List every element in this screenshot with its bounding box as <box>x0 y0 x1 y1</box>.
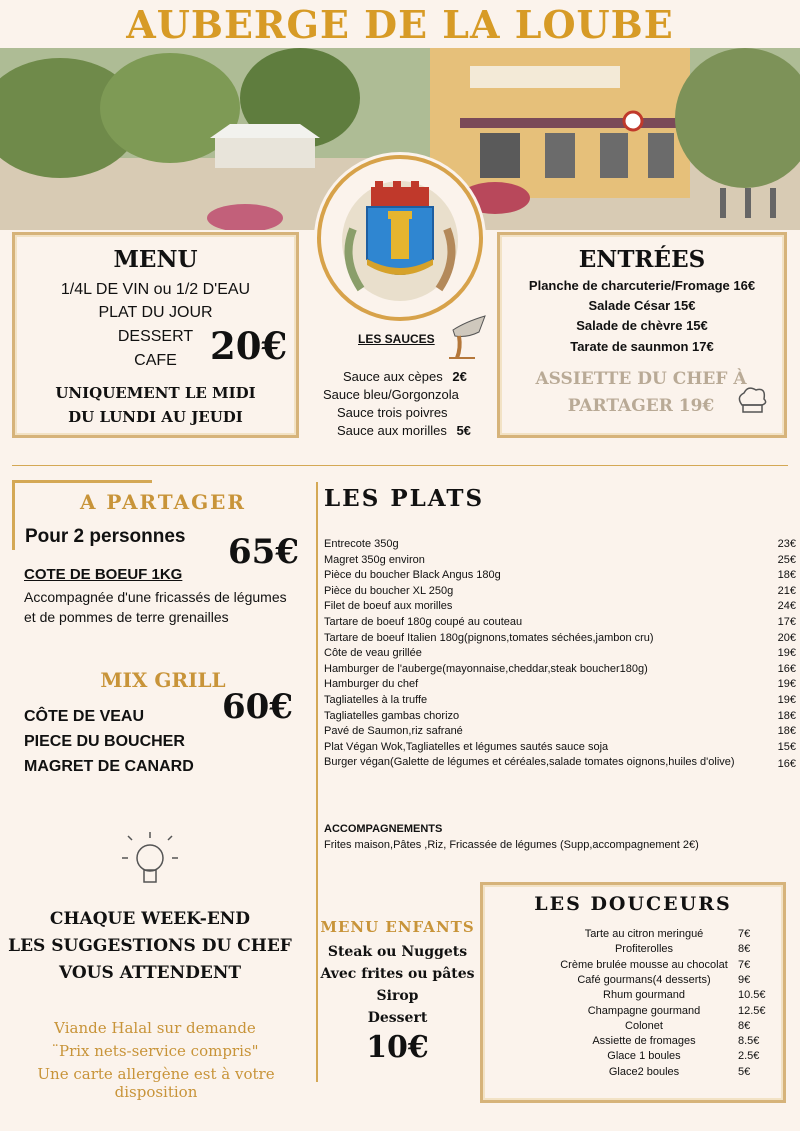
plat-item <box>324 725 796 741</box>
douceurs-heading: LES DOUCEURS <box>534 893 732 915</box>
douceur-item <box>480 1035 786 1050</box>
mixgrill-item: MAGRET DE CANARD <box>24 758 194 775</box>
plat-name: Tartare de boeuf 180g coupé au couteau <box>324 616 523 628</box>
plat-price: 18€ <box>777 725 796 738</box>
plat-price: 16€ <box>777 662 796 675</box>
frame-corner <box>12 480 15 550</box>
partager-persons: Pour 2 personnes <box>25 526 186 547</box>
mixgrill-item: CÔTE DE VEAU <box>24 708 145 725</box>
douceur-name: Crème brulée mousse au chocolat <box>560 958 728 971</box>
allergen-note: Une carte allergène est à votre disposition <box>37 1065 275 1101</box>
accompagnements-text: Frites maison,Pâtes ,Riz, Fricassée de légumes (Supp,accompagnement 2€) <box>324 839 699 851</box>
douceur-item <box>480 928 786 943</box>
plat-item <box>324 710 796 726</box>
plat-price: 24€ <box>777 600 796 613</box>
douceur-price: 8€ <box>738 1019 751 1032</box>
douceur-name: Café gourmans(4 desserts) <box>577 973 711 986</box>
entrees-heading: ENTRÉES <box>578 246 706 273</box>
plat-name: Plat Végan Wok,Tagliatelles et légumes sautés sauce soja <box>324 740 609 753</box>
douceur-price: 7€ <box>738 928 751 940</box>
plat-item <box>324 554 796 570</box>
menu-price: 20€ <box>210 324 288 368</box>
plats-heading: LES PLATS <box>324 485 485 512</box>
plat-name: Filet de boeuf aux morilles <box>324 600 453 613</box>
plat-name: Pièce du boucher Black Angus 180g <box>324 569 501 582</box>
enfants-line: Steak ou Nuggets <box>327 944 468 960</box>
douceur-name: Champagne gourmand <box>587 1004 701 1017</box>
sauce-item: Sauce aux cèpes 2€ <box>343 369 467 384</box>
enfants-line: Dessert <box>367 1010 428 1026</box>
restaurant-title: AUBERGE DE LA LOUBE <box>126 2 674 47</box>
entree-item: Salade de chèvre 15€ <box>576 318 708 333</box>
plat-item <box>324 694 796 710</box>
menu-line: DESSERT <box>117 328 194 345</box>
douceur-price: 9€ <box>738 973 751 986</box>
menu-line: CAFE <box>134 352 177 369</box>
plat-name: Pavé de Saumon,riz safrané <box>324 725 463 738</box>
plat-price: 18€ <box>777 709 796 722</box>
chef-plate-line: PARTAGER 19€ <box>567 396 715 416</box>
partager-description: et de pommes de terre grenailles <box>24 609 229 625</box>
enfants-heading: MENU ENFANTS <box>320 918 475 936</box>
douceur-item <box>480 1005 786 1020</box>
douceur-name: Profiterolles <box>614 943 674 956</box>
plat-item <box>324 585 796 601</box>
plat-name: Tagliatelles à la truffe <box>324 694 428 706</box>
partager-heading: A PARTAGER <box>79 490 247 514</box>
plat-name: Pièce du boucher XL 250g <box>324 584 454 597</box>
plat-name: Hamburger du chef <box>324 678 419 691</box>
partager-description: Accompagnée d'une fricassés de légumes <box>24 589 287 605</box>
plat-item <box>324 663 796 679</box>
plat-name: Magret 350g environ <box>324 553 425 566</box>
plat-price: 15€ <box>777 740 796 753</box>
coat-of-arms-emblem <box>317 155 483 321</box>
plat-name: Hamburger de l'auberge(mayonnaise,cheddar,steak boucher180g) <box>324 662 648 675</box>
plat-name: Burger végan(Galette de légumes et céréales,salade tomates oignons,huiles d'olive) <box>324 756 735 769</box>
douceur-item <box>480 1050 786 1065</box>
entree-item: Tarate de saunmon 17€ <box>570 339 714 354</box>
plat-price: 19€ <box>777 678 796 691</box>
plat-name: Tagliatelles gambas chorizo <box>324 709 460 722</box>
douceur-price: 12.5€ <box>738 1004 766 1017</box>
plat-item <box>324 678 796 694</box>
plat-price: 25€ <box>777 553 796 566</box>
douceur-item <box>480 1020 786 1035</box>
plat-item <box>324 616 796 632</box>
sauce-boat-icon <box>445 312 490 362</box>
plat-name: Entrecote 350g <box>324 538 399 550</box>
plat-price: 19€ <box>777 647 796 660</box>
plat-item <box>324 600 796 616</box>
enfants-price: 10€ <box>366 1030 429 1065</box>
douceur-name: Glace2 boules <box>608 1065 680 1078</box>
chef-plate-line: ASSIETTE DU CHEF À <box>535 369 747 389</box>
plat-price: 18€ <box>777 569 796 582</box>
partager-item: COTE DE BOEUF 1KG <box>24 566 183 583</box>
plat-item <box>324 632 796 648</box>
sauce-item: Sauce aux morilles 5€ <box>337 423 471 438</box>
douceur-name: Colonet <box>625 1019 663 1032</box>
prices-note: ¨Prix nets-service compris" <box>51 1042 259 1060</box>
mixgrill-heading: MIX GRILL <box>100 668 226 692</box>
douceur-price: 5€ <box>738 1065 751 1078</box>
douceur-price: 8.5€ <box>738 1035 760 1048</box>
plat-price: 21€ <box>777 584 796 597</box>
plat-price: 20€ <box>777 631 796 644</box>
coat-of-arms-icon <box>321 159 479 317</box>
weekend-line: CHAQUE WEEK-END <box>49 909 251 929</box>
sauces-heading: LES SAUCES <box>358 332 435 346</box>
partager-price: 65€ <box>228 532 299 572</box>
douceur-price: 10.5€ <box>738 989 766 1002</box>
enfants-line: Avec frites ou pâtes <box>320 966 475 982</box>
plat-item <box>324 741 796 757</box>
horizontal-divider <box>12 465 788 466</box>
plat-item <box>324 569 796 585</box>
douceur-price: 8€ <box>738 943 751 956</box>
plat-item <box>324 756 796 772</box>
halal-note: Viande Halal sur demande <box>54 1019 256 1037</box>
weekend-line: VOUS ATTENDENT <box>58 963 242 983</box>
plat-price: 19€ <box>777 694 796 706</box>
menu-note: DU LUNDI AU JEUDI <box>68 408 243 426</box>
plat-price: 17€ <box>777 616 796 628</box>
entree-item: Salade César 15€ <box>588 298 696 313</box>
menu-heading: MENU <box>113 246 198 273</box>
douceur-item <box>480 974 786 989</box>
sauce-item: Sauce bleu/Gorgonzola <box>323 387 459 402</box>
douceur-name: Rhum gourmand <box>603 989 685 1002</box>
douceur-item <box>480 959 786 974</box>
douceur-name: Assiette de fromages <box>592 1035 696 1048</box>
douceur-item <box>480 1066 786 1081</box>
plat-item <box>324 647 796 663</box>
douceur-name: Glace 1 boules <box>607 1050 681 1063</box>
menu-line: PLAT DU JOUR <box>98 304 213 321</box>
menu-note: UNIQUEMENT LE MIDI <box>55 384 256 402</box>
mixgrill-price: 60€ <box>222 687 293 727</box>
douceur-item <box>480 989 786 1004</box>
plat-price: 16€ <box>777 758 796 771</box>
douceur-name: Tarte au citron meringué <box>584 928 704 940</box>
plat-name: Tartare de boeuf Italien 180g(pignons,tomates séchées,jambon cru) <box>324 631 654 644</box>
mixgrill-item: PIECE DU BOUCHER <box>24 733 185 750</box>
douceur-item <box>480 943 786 958</box>
lightbulb-icon <box>120 828 180 894</box>
plat-price: 23€ <box>777 538 796 550</box>
entree-item: Planche de charcuterie/Fromage 16€ <box>528 278 756 293</box>
frame-corner <box>12 480 152 483</box>
enfants-line: Sirop <box>376 988 419 1004</box>
plat-name: Côte de veau grillée <box>324 647 422 660</box>
douceur-price: 7€ <box>738 958 751 971</box>
vertical-divider <box>316 482 318 1082</box>
plat-item <box>324 538 796 554</box>
menu-line: 1/4L DE VIN ou 1/2 D'EAU <box>60 281 251 298</box>
weekend-line: LES SUGGESTIONS DU CHEF <box>8 936 292 956</box>
chef-hat-icon <box>734 385 770 415</box>
sauce-item: Sauce trois poivres <box>337 405 448 420</box>
douceur-price: 2.5€ <box>738 1050 760 1063</box>
accompagnements-heading: ACCOMPAGNEMENTS <box>324 823 443 835</box>
